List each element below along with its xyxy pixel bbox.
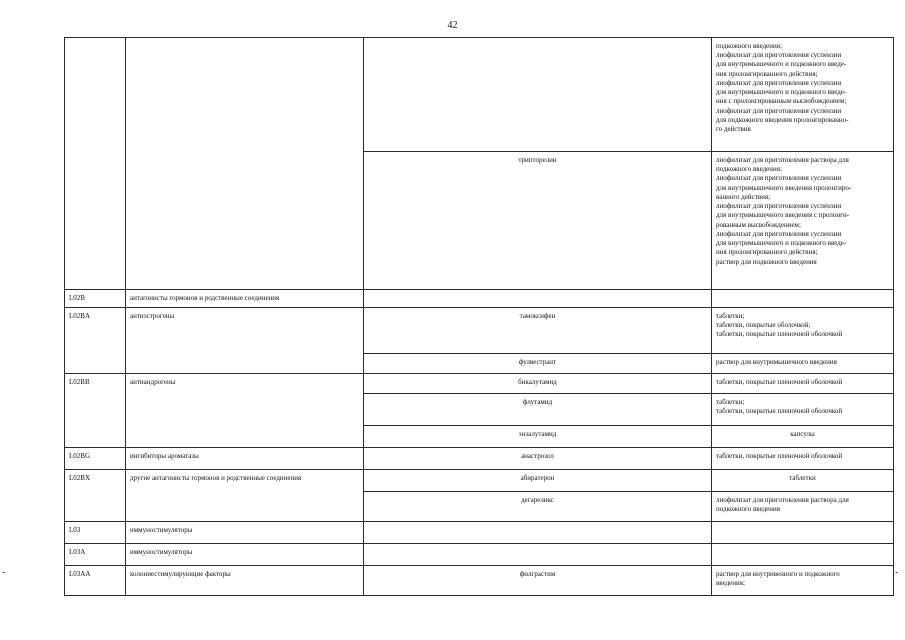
drug-name-cell: бикалутамид xyxy=(364,374,712,394)
dosage-form-cell: раствор для внутривенного и подкожного введения; xyxy=(712,566,894,596)
right-edge-mark: - xyxy=(895,567,899,578)
dosage-form-cell xyxy=(712,290,894,308)
table-row xyxy=(65,522,894,544)
atc-code-cell: L03A xyxy=(65,544,126,566)
group-name-cell: антиэстрогены xyxy=(126,308,364,374)
page-number: 42 xyxy=(447,20,458,31)
drug-name-cell: флутамид xyxy=(364,394,712,426)
drug-name-cell xyxy=(364,522,712,544)
table-row xyxy=(65,308,894,354)
drug-name-cell: дегареликс xyxy=(364,492,712,522)
dosage-form-cell: лиофилизат для приготовления раствора для подкожного введения; лиофилизат для приготовления суспензии для внутримышечного введения пролонгиро- ванного действия; лиофилизат для приготовления суспензии для внутримышечного введения с пролонги- рованным высвобождением; лиофилизат для приготовления суспензии для внутримышечного и подкожного введе- ния пролонгированного действия; раствор для подкожного введения xyxy=(712,152,894,290)
drug-name-cell xyxy=(364,544,712,566)
group-name-cell: антиандрогены xyxy=(126,374,364,448)
group-name-cell xyxy=(126,38,364,290)
group-name-cell: иммуностимуляторы xyxy=(126,522,364,544)
left-edge-mark: - xyxy=(2,567,6,578)
drug-name-cell: филграстим xyxy=(364,566,712,596)
atc-code-cell: L02BB xyxy=(65,374,126,448)
table-row xyxy=(65,470,894,492)
table-row xyxy=(65,38,894,152)
group-name-cell: антагонисты гормонов и родственные соединения xyxy=(126,290,364,308)
atc-code-cell: L03 xyxy=(65,522,126,544)
drug-name-cell xyxy=(364,290,712,308)
atc-code-cell: L02BA xyxy=(65,308,126,374)
group-name-cell: другие антагонисты гормонов и родственные соединения xyxy=(126,470,364,522)
drug-name-cell: анастрозол xyxy=(364,448,712,470)
atc-code-cell: L02B xyxy=(65,290,126,308)
dosage-form-cell: таблетки; таблетки, покрытые оболочкой; таблетки, покрытые пленочной оболочкой xyxy=(712,308,894,354)
table-row xyxy=(65,290,894,308)
dosage-form-cell: таблетки; таблетки, покрытые пленочной оболочкой xyxy=(712,394,894,426)
table-row xyxy=(65,448,894,470)
drug-name-cell: трипторелин xyxy=(364,152,712,290)
dosage-form-cell: таблетки xyxy=(712,470,894,492)
atc-code-cell xyxy=(65,38,126,290)
drug-name-cell: абиратерон xyxy=(364,470,712,492)
drug-name-cell: тамоксифен xyxy=(364,308,712,354)
dosage-form-cell: таблетки, покрытые пленочной оболочкой xyxy=(712,374,894,394)
dosage-form-cell: лиофилизат для приготовления раствора для подкожного введения xyxy=(712,492,894,522)
table-row xyxy=(65,374,894,394)
group-name-cell: колониестимулирующие факторы xyxy=(126,566,364,596)
dosage-form-cell xyxy=(712,544,894,566)
drug-name-cell: фулвестрант xyxy=(364,354,712,374)
drug-name-cell xyxy=(364,38,712,152)
dosage-form-cell: капсулы xyxy=(712,426,894,448)
atc-code-cell: L02BX xyxy=(65,470,126,522)
drug-table xyxy=(64,37,894,596)
dosage-form-cell xyxy=(712,522,894,544)
atc-code-cell: L03AA xyxy=(65,566,126,596)
dosage-form-cell: подкожного введения; лиофилизат для приготовления суспензии для внутримышечного и подкожного введе- ния пролонгированного действия; лиофилизат для приготовления суспензии для внутримышечного и подкожного введе- ния с пролонгированным высвобождением; лиофилизат для приготовления суспензии для подкожного введения пролонгированно- го действия xyxy=(712,38,894,152)
group-name-cell: ингибиторы ароматазы xyxy=(126,448,364,470)
drug-name-cell: энзалутамид xyxy=(364,426,712,448)
group-name-cell: иммуностимуляторы xyxy=(126,544,364,566)
atc-code-cell: L02BG xyxy=(65,448,126,470)
table-row xyxy=(65,544,894,566)
table-row xyxy=(65,566,894,596)
dosage-form-cell: раствор для внутримышечного введения xyxy=(712,354,894,374)
dosage-form-cell: таблетки, покрытые пленочной оболочкой xyxy=(712,448,894,470)
